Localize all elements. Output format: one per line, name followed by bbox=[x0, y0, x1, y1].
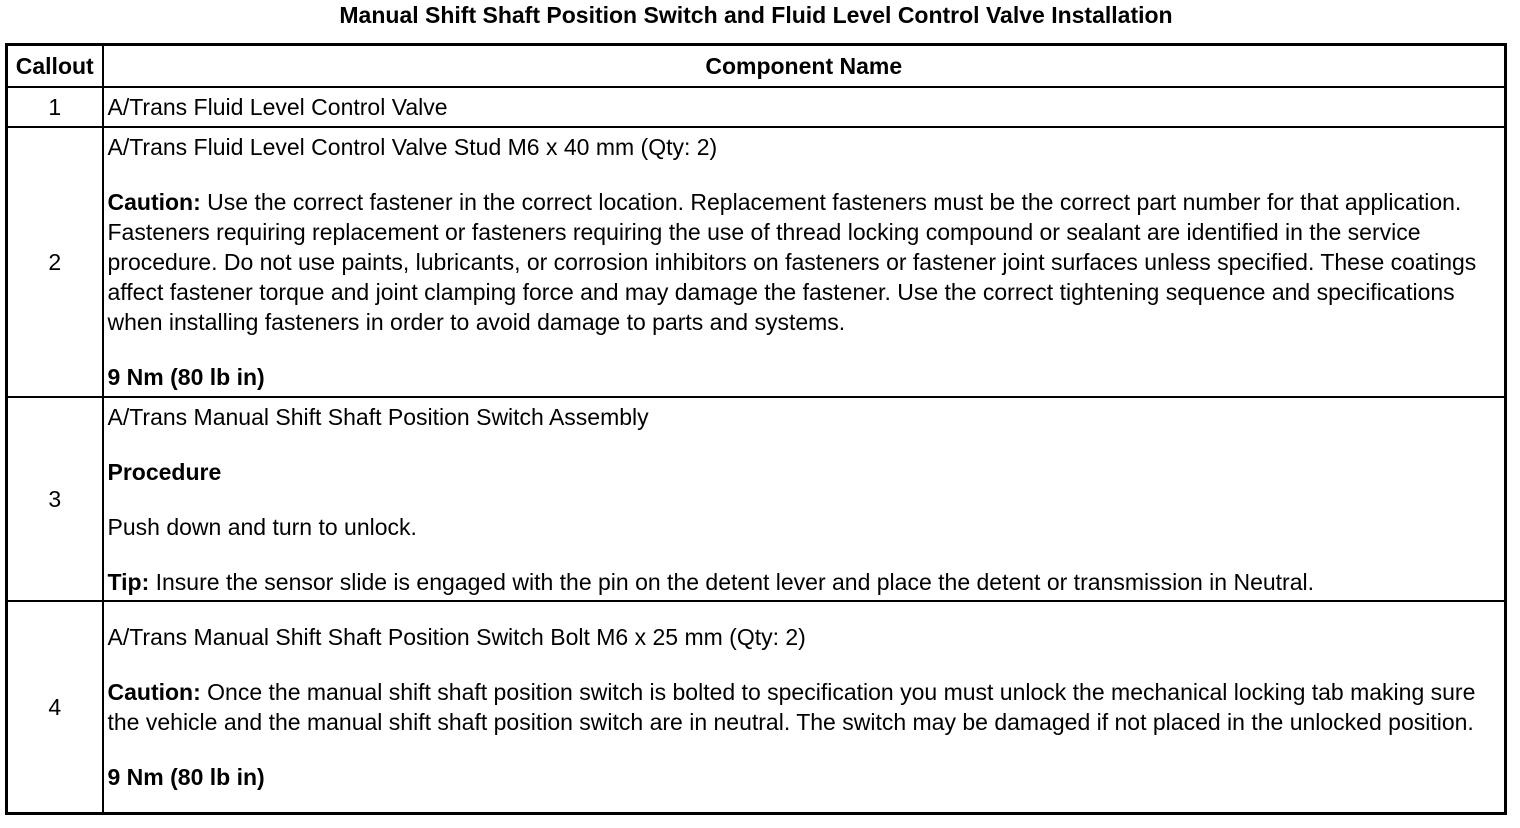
page-title: Manual Shift Shaft Position Switch and Fluid Level Control Valve Installation bbox=[339, 2, 1173, 28]
tip-text: Insure the sensor slide is engaged with the pin on the detent lever and place the detent or transmission in Neutral. bbox=[149, 568, 1314, 595]
callout-number: 3 bbox=[7, 397, 103, 601]
component-name-cell bbox=[103, 87, 1506, 127]
tip-note bbox=[108, 567, 1501, 597]
table-row bbox=[7, 127, 1506, 397]
table-row bbox=[7, 601, 1506, 814]
callout-number: 2 bbox=[7, 127, 103, 397]
callout-number: 4 bbox=[7, 601, 103, 814]
component-name: A/Trans Manual Shift Shaft Position Switch Assembly bbox=[107, 403, 649, 430]
procedure-step: Push down and turn to unlock. bbox=[107, 513, 417, 540]
column-header-callout: Callout bbox=[7, 45, 103, 88]
caution-note bbox=[108, 187, 1501, 337]
caution-note bbox=[108, 677, 1501, 737]
caution-label: Caution bbox=[107, 189, 194, 215]
callout-number: 1 bbox=[7, 87, 103, 127]
procedure-heading: Procedure bbox=[107, 458, 222, 485]
component-name-cell bbox=[103, 127, 1506, 397]
component-name: A/Trans Manual Shift Shaft Position Switch Bolt M6 x 25 mm (Qty: 2) bbox=[107, 624, 806, 650]
caution-label: Caution bbox=[107, 679, 194, 705]
table-header-row bbox=[7, 45, 1506, 88]
column-header-component-name: Component Name bbox=[103, 45, 1506, 88]
table-row bbox=[7, 397, 1506, 601]
component-name-cell bbox=[103, 397, 1506, 601]
table-row bbox=[7, 87, 1506, 127]
torque-spec: 9 Nm (80 lb in) bbox=[107, 764, 265, 790]
caution-colon: : bbox=[193, 189, 201, 215]
component-name: A/Trans Fluid Level Control Valve bbox=[107, 94, 448, 120]
torque-spec: 9 Nm (80 lb in) bbox=[107, 364, 265, 390]
caution-text: Use the correct fastener in the correct location. Replacement fasteners must be the correct part number for that application. Fasteners requiring replacement or fasteners requiring the use of thread locking compound or sealant are identified in the service procedure. Do not use paints, lubricants, or corrosion inhibitors on fasteners or fastener joint surfaces unless specified. These coatings affect fastener torque and joint clamping force and may damage the fastener. Use the correct tightening sequence and specifications when installing fasteners in order to avoid damage to parts and systems. bbox=[107, 189, 1477, 335]
component-table bbox=[5, 43, 1507, 815]
caution-colon: : bbox=[193, 679, 201, 705]
tip-label: Tip: bbox=[107, 568, 150, 595]
caution-text: Once the manual shift shaft position switch is bolted to specification you must unlock the mechanical locking tab making sure the vehicle and the manual shift shaft position switch are in neutral. The switch may be damaged if not placed in the unlocked position. bbox=[107, 679, 1476, 735]
component-name-cell bbox=[103, 601, 1506, 814]
component-name: A/Trans Fluid Level Control Valve Stud M6 x 40 mm (Qty: 2) bbox=[107, 134, 718, 160]
